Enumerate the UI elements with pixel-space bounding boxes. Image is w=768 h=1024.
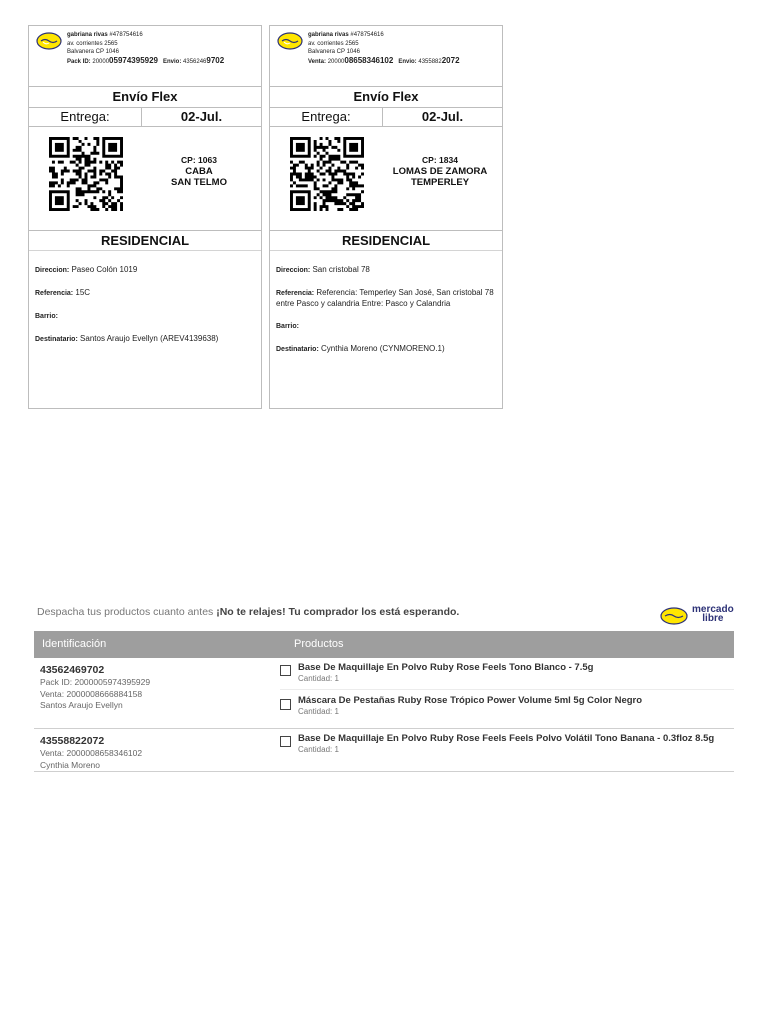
sender-city: Balvanera CP 1046 xyxy=(67,49,119,55)
sender-block xyxy=(308,31,460,66)
reference-line: Referencia: 15C xyxy=(35,288,91,297)
table-header xyxy=(34,631,734,658)
qr-row xyxy=(29,127,261,231)
sender-city: Balvanera CP 1046 xyxy=(308,49,360,55)
envio-label: Envio: xyxy=(163,58,182,65)
sender-block xyxy=(67,31,224,66)
column-header-productos: Productos xyxy=(294,638,344,650)
logo-text: mercado libre xyxy=(692,604,734,624)
order-identification xyxy=(34,658,280,728)
product-name: Base De Maquillaje En Polvo Ruby Rose Feels Feels Polvo Volátil Tono Banana - 0.3floz 8.5g xyxy=(298,733,715,744)
product-item xyxy=(280,733,734,756)
pack-id-prefix: 20000 xyxy=(92,58,110,65)
table-row xyxy=(34,729,734,772)
delivery-row xyxy=(270,108,502,127)
label-title: Envío Flex xyxy=(29,87,261,108)
notice-text: Despacha tus productos cuanto antes xyxy=(37,606,217,618)
product-name: Base De Maquillaje En Polvo Ruby Rose Feels Tono Blanco - 7.5g xyxy=(298,662,594,673)
qr-code-icon xyxy=(49,137,123,211)
label-header xyxy=(29,26,261,87)
order-buyer: Santos Araujo Evellyn xyxy=(40,700,123,710)
pack-id-label: Pack ID: xyxy=(67,58,91,65)
label-title: Envío Flex xyxy=(270,87,502,108)
checkbox-icon[interactable] xyxy=(280,736,291,747)
envio-value: 2072 xyxy=(441,55,460,65)
venta-prefix: 20000 xyxy=(327,58,345,65)
mercadolibre-handshake-icon xyxy=(36,32,62,50)
delivery-date: 02-Jul. xyxy=(180,109,223,124)
destination-block xyxy=(141,155,257,188)
sender-name: gabriana rivas xyxy=(308,32,349,38)
mercadolibre-handshake-icon xyxy=(277,32,303,50)
shipment-ids xyxy=(308,57,460,67)
product-quantity: Cantidad: 1 xyxy=(298,707,339,716)
label-details xyxy=(29,251,261,345)
envio-prefix: 4355882 xyxy=(418,58,442,65)
mercadolibre-handshake-icon xyxy=(660,607,688,625)
qr-code-icon xyxy=(290,137,364,211)
order-products xyxy=(280,729,734,771)
delivery-date: 02-Jul. xyxy=(421,109,464,124)
venta-value: 08658346102 xyxy=(344,55,394,65)
delivery-row xyxy=(29,108,261,127)
shipping-label xyxy=(28,25,262,409)
table-row xyxy=(34,658,734,729)
envio-label: Envio: xyxy=(398,58,417,65)
venta-label: Venta: xyxy=(308,58,327,65)
barrio-line: Barrio: xyxy=(276,323,299,330)
sender-id: #478754616 xyxy=(109,32,143,38)
delivery-type: RESIDENCIAL xyxy=(270,231,502,251)
order-venta: Venta: 2000008666884158 xyxy=(40,688,143,699)
order-buyer: Cynthia Moreno xyxy=(40,759,101,770)
barrio-line: Barrio: xyxy=(35,313,58,320)
mercadolibre-logo xyxy=(660,604,740,630)
checkbox-icon[interactable] xyxy=(280,665,291,676)
order-products xyxy=(280,658,734,728)
sender-name: gabriana rivas xyxy=(67,32,108,38)
product-quantity: Cantidad: 1 xyxy=(298,674,339,683)
qr-row xyxy=(270,127,502,231)
postal-code: CP: 1063 xyxy=(181,155,217,165)
column-header-identificacion: Identificación xyxy=(42,638,107,650)
label-header xyxy=(270,26,502,87)
destination-city: LOMAS DE ZAMORA xyxy=(392,166,488,177)
product-item xyxy=(280,662,734,685)
destination-city: CABA xyxy=(185,166,213,177)
order-id: 43558822072 xyxy=(40,735,105,747)
order-pack-id: Pack ID: 2000005974395929 xyxy=(40,677,151,687)
checkbox-icon[interactable] xyxy=(280,699,291,710)
address-line: Direccion: San cristobal 78 xyxy=(276,265,370,274)
shipping-label xyxy=(269,25,503,409)
dispatch-notice xyxy=(37,606,459,618)
pack-id-value: 05974395929 xyxy=(109,55,158,65)
envio-value: 9702 xyxy=(206,55,225,65)
recipient-line: Destinatario: Santos Araujo Evellyn (AREV4139638) xyxy=(35,334,219,343)
product-item xyxy=(280,689,734,718)
postal-code: CP: 1834 xyxy=(422,155,458,165)
sender-address: av. corrientes 2565 xyxy=(67,40,118,47)
product-quantity: Cantidad: 1 xyxy=(298,745,339,754)
order-id: 43562469702 xyxy=(40,664,105,676)
delivery-label: Entrega: xyxy=(29,108,142,126)
delivery-label: Entrega: xyxy=(270,108,383,126)
delivery-type: RESIDENCIAL xyxy=(29,231,261,251)
destination-block xyxy=(382,155,498,188)
shipment-ids xyxy=(67,57,224,67)
recipient-line: Destinatario: Cynthia Moreno (CYNMORENO.1) xyxy=(276,344,445,353)
sender-id: #478754616 xyxy=(350,32,384,38)
product-name: Máscara De Pestañas Ruby Rose Trópico Power Volume 5ml 5g Color Negro xyxy=(298,695,643,706)
orders-table xyxy=(34,631,734,772)
destination-neighborhood: TEMPERLEY xyxy=(410,177,470,188)
envio-prefix: 4356246 xyxy=(183,58,207,65)
sender-address: av. corrientes 2565 xyxy=(308,40,359,47)
label-details xyxy=(270,251,502,355)
destination-neighborhood: SAN TELMO xyxy=(171,177,227,188)
reference-line: Referencia: Referencia: Temperley San José, San cristobal 78 entre Pasco y calandria Entre: Pasco y Calandria xyxy=(276,288,494,308)
order-venta: Venta: 2000008658346102 xyxy=(40,748,143,758)
notice-emphasis: ¡No te relajes! Tu comprador los está esperando. xyxy=(216,606,460,618)
address-line: Direccion: Paseo Colón 1019 xyxy=(35,265,138,274)
order-identification xyxy=(34,729,280,771)
